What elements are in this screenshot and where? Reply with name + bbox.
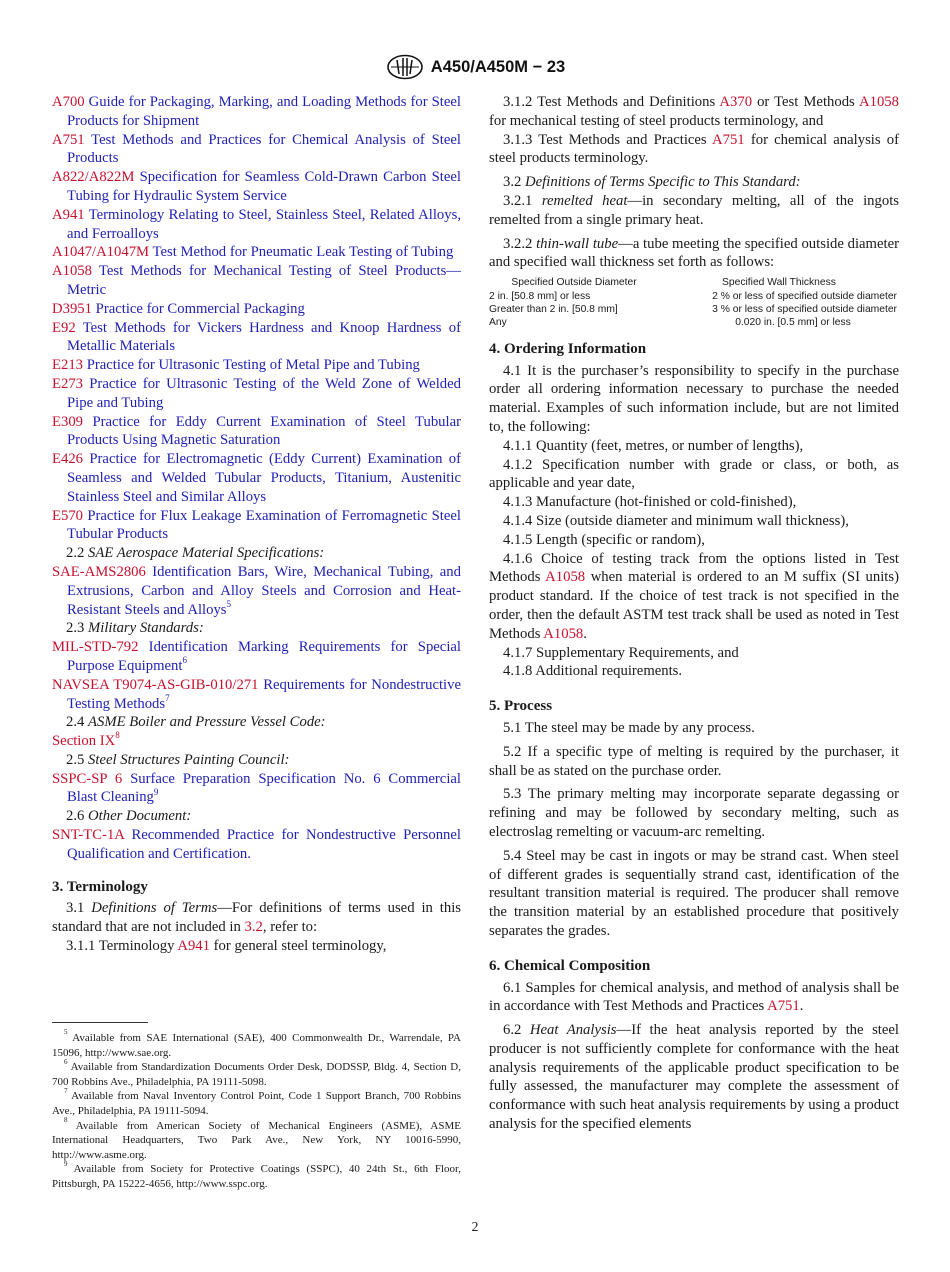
defined-term: Definitions of Terms (91, 900, 218, 917)
reference-code[interactable]: E92 (52, 319, 76, 336)
footnote (52, 1115, 461, 1163)
table-cell: 3 % or less of specified outside diameter (712, 303, 897, 315)
standard-link[interactable]: A941 (177, 938, 210, 955)
paragraph-4-1-4: 4.1.4 Size (outside diameter and minimum wall thickness), (503, 512, 849, 529)
table-cell: 2 in. [50.8 mm] or less (489, 290, 591, 302)
reference-title[interactable]: Practice for Commercial Packaging (95, 300, 305, 317)
para-number: 3.2.1 (503, 192, 533, 209)
para-text: —For definitions of terms used in this standard that are not included in (52, 900, 462, 936)
reference-item[interactable] (52, 168, 461, 206)
reference-code[interactable]: A1047/A1047M (52, 244, 150, 261)
table-header (489, 276, 899, 289)
reference-code[interactable]: E309 (52, 413, 84, 430)
reference-item[interactable] (52, 676, 461, 714)
reference-title[interactable]: Specification for Seamless Cold-Drawn Carbon Steel Tubing for Hydraulic System Service (67, 169, 462, 204)
para-text: when material is ordered to an M suffix (SI units) product standard. If the choice of test track is not specified in the order, then the default ASTM test track shall be used as noted in Test Methods (489, 569, 899, 642)
reference-item[interactable] (52, 131, 461, 169)
paragraph-5-3: 5.3 The primary melting may incorporate separate degassing or refining and may be followed by secondary melting, such as electroslag remelting or vacuum-arc remelting. (489, 786, 899, 840)
footnote-marker[interactable]: 9 (153, 786, 159, 797)
section-title: ASME Boiler and Pressure Vessel Code: (88, 714, 326, 731)
para-number: 3.1 (66, 900, 85, 917)
table-header-cell: Specified Outside Diameter (511, 277, 637, 289)
para-text: or Test Methods (757, 94, 855, 110)
reference-code[interactable]: E273 (52, 375, 84, 392)
table-cell: Greater than 2 in. [50.8 mm] (489, 303, 618, 315)
paragraph-3-1-2 (489, 93, 899, 131)
reference-item[interactable] (52, 450, 461, 506)
reference-code[interactable]: SAE-AMS2806 (52, 563, 146, 580)
footnote-number: 8 (64, 1115, 68, 1124)
subsection-2-6 (52, 807, 461, 826)
paragraph-4-1-7: 4.1.7 Supplementary Requirements, and (503, 644, 739, 661)
section-number: 2.4 (66, 714, 85, 731)
paragraph-6-1 (489, 979, 899, 1017)
para-number: 3.2.2 (503, 235, 533, 252)
paragraph-4-1: 4.1 It is the purchaser’s responsibility to specify in the purchase order all ordering information necessary to purchase the needed material. Examples of such information include, but are not limited to, the following: (489, 362, 899, 435)
reference-item[interactable] (52, 770, 461, 808)
section-heading-process: 5. Process (489, 698, 553, 715)
para-text: 4.1.6 Choice of testing track from the options listed in Test Methods (489, 550, 899, 586)
paragraph-3-2-2 (489, 235, 899, 273)
astm-logo-icon (385, 54, 425, 80)
para-text: . (799, 998, 804, 1015)
paragraph-4-1-8: 4.1.8 Additional requirements. (503, 663, 683, 680)
section-title: SAE Aerospace Material Specifications: (88, 545, 325, 562)
para-number: 3.1.3 (503, 131, 533, 148)
reference-code[interactable]: SNT-TC-1A (52, 827, 125, 844)
footnote-text: Available from Naval Inventory Control Point, Code 1 Support Branch, 700 Robbins Ave., Philadelphia, PA 19111-5094. (52, 1090, 461, 1117)
section-number: 2.6 (66, 808, 85, 825)
right-column (489, 93, 899, 1134)
reference-item[interactable] (52, 262, 461, 300)
left-column (52, 93, 461, 956)
section-number: 2.3 (66, 620, 85, 637)
table-header-cell: Specified Wall Thickness (722, 277, 836, 289)
standard-link[interactable]: A1058 (545, 569, 586, 586)
paragraph-5-4: 5.4 Steel may be cast in ingots or may be strand cast. When steel of different grades is sequentially strand cast, identification of the resultant transition material is required. The producer shall remove the transition material by an established procedure that positively separates the grades. (489, 847, 899, 939)
reference-item[interactable] (52, 826, 461, 864)
para-text: Terminology (98, 938, 175, 955)
reference-item[interactable] (52, 93, 461, 131)
footnote (52, 1028, 461, 1060)
paragraph-3-1-1 (52, 937, 461, 956)
reference-item[interactable] (52, 206, 461, 244)
section-heading-chemical: 6. Chemical Composition (489, 957, 651, 974)
para-text: . (583, 625, 587, 642)
para-number: 3.1.2 (503, 94, 533, 110)
footnote-marker[interactable]: 7 (165, 692, 170, 703)
thin-wall-table (489, 276, 899, 330)
reference-title[interactable]: Identification Bars, Wire, Mechanical Tubing, and Extrusions, Carbon and Alloy Steels and Corrosion and Heat-Resistant Steels and Alloys (67, 563, 461, 618)
paragraph-3-1 (52, 899, 461, 937)
paragraph-4-1-3: 4.1.3 Manufacture (hot-finished or cold-finished), (503, 494, 797, 511)
section-heading-terminology: 3. Terminology (52, 878, 148, 895)
para-text: for chemical analysis of steel products terminology. (489, 131, 899, 167)
reference-code[interactable]: A700 (52, 94, 85, 110)
reference-title[interactable]: Requirements for Nondestructive Testing Methods (67, 676, 461, 712)
paragraph-3-2-1 (489, 192, 899, 230)
footnote-divider (52, 1022, 148, 1023)
footnote (52, 1057, 461, 1089)
reference-title[interactable]: Terminology Relating to Steel, Stainless Steel, Related Alloys, and Ferroalloys (67, 206, 461, 242)
footnote-text: Available from Society for Protective Coatings (SSPC), 40 24th St., 6th Floor, Pittsburgh, PA 15222-4656, http://www.sspc.org. (52, 1163, 461, 1190)
footnote (52, 1086, 461, 1118)
paragraph-4-1-2: 4.1.2 Specification number with grade or class, or both, as applicable and year date, (489, 456, 899, 492)
reference-item[interactable] (52, 319, 461, 357)
subsection-2-4 (52, 713, 461, 732)
para-number: 6.2 (503, 1022, 522, 1039)
reference-title[interactable]: Identification Marking Requirements for Special Purpose Equipment (67, 639, 462, 674)
reference-item[interactable] (52, 375, 461, 413)
footnote-marker[interactable]: 8 (115, 730, 120, 741)
footnote-number: 6 (64, 1057, 68, 1066)
subsection-2-3 (52, 619, 461, 638)
reference-item[interactable] (52, 413, 461, 451)
reference-code[interactable]: E213 (52, 357, 84, 374)
defined-term: Heat Analysis (529, 1022, 617, 1039)
reference-item[interactable] (52, 732, 461, 751)
table-row (489, 290, 899, 303)
defined-term: thin-wall tube (536, 235, 619, 252)
paragraph-6-2 (489, 1021, 899, 1134)
section-title: Military Standards: (88, 620, 204, 637)
page-number: 2 (471, 1219, 479, 1234)
reference-item[interactable] (52, 563, 461, 619)
table-cell: 0.020 in. [0.5 mm] or less (735, 317, 851, 329)
section-title: Other Document: (88, 808, 192, 825)
paragraph-4-1-6 (489, 550, 899, 644)
reference-code[interactable]: A1058 (52, 263, 92, 280)
reference-title[interactable]: Practice for Flux Leakage Examination of Ferromagnetic Steel Tubular Products (67, 507, 461, 543)
reference-title[interactable]: Recommended Practice for Nondestructive Personnel Qualification and Certification. (67, 827, 461, 862)
subsection-2-2 (52, 544, 461, 563)
reference-code[interactable]: A822/A822M (52, 169, 135, 186)
section-title: Definitions of Terms Specific to This Standard: (525, 174, 801, 191)
paragraph-4-1-1: 4.1.1 Quantity (feet, metres, or number of lengths), (503, 437, 804, 454)
reference-item[interactable] (52, 356, 461, 375)
section-number: 2.5 (66, 751, 85, 768)
para-text: —If the heat analysis reported by the steel producer is not sufficiently complete for conformance with the heat analysis requirements of the applicable product specification to be fully assessed, the manufacturer may complete the assessment of conformance with such heat analysis requirements by using a product analysis for the specified elements (489, 1022, 899, 1133)
footnote-marker[interactable]: 5 (226, 598, 232, 609)
reference-item[interactable] (52, 243, 461, 262)
para-text: Test Methods and Definitions (537, 94, 716, 110)
section-link[interactable]: 3.2 (244, 919, 263, 936)
reference-title[interactable]: Practice for Eddy Current Examination of Steel Tubular Products Using Magnetic Saturation (67, 413, 461, 449)
reference-item[interactable] (52, 300, 461, 319)
reference-code[interactable]: MIL-STD-792 (52, 639, 139, 656)
subsection-2-5 (52, 751, 461, 770)
reference-code[interactable]: E570 (52, 507, 84, 524)
footnote-text: Available from Standardization Documents Order Desk, DODSSP, Bldg. 4, Section D, 700 Robbins Ave., Philadelphia, PA 19111-5098. (52, 1061, 461, 1088)
paragraph-4-1-5: 4.1.5 Length (specific or random), (503, 531, 705, 548)
para-text: Test Methods and Practices (538, 131, 707, 148)
section-heading-ordering: 4. Ordering Information (489, 340, 647, 357)
reference-code[interactable]: A751 (52, 131, 85, 148)
reference-list (52, 93, 461, 544)
footnote-number: 5 (64, 1028, 68, 1037)
reference-title[interactable]: Practice for Ultrasonic Testing of the Weld Zone of Welded Pipe and Tubing (67, 375, 461, 411)
footnote (52, 1159, 461, 1191)
standard-link[interactable]: A751 (712, 131, 745, 148)
reference-title[interactable]: Test Methods for Vickers Hardness and Knoop Hardness of Metallic Materials (67, 319, 461, 355)
reference-code[interactable]: E426 (52, 451, 84, 468)
paragraph-3-1-3 (489, 131, 899, 169)
section-number: 2.2 (66, 545, 85, 562)
reference-title[interactable]: Surface Preparation Specification No. 6 Commercial Blast Cleaning (67, 770, 462, 806)
reference-code[interactable]: Section IX (52, 733, 116, 750)
table-cell: Any (489, 317, 507, 329)
standard-link[interactable]: A1058 (859, 94, 899, 110)
reference-title[interactable]: Test Methods and Practices for Chemical Analysis of Steel Products (67, 131, 461, 167)
para-text: —a tube meeting the specified outside diameter and specified wall thickness set forth as follows: (489, 235, 899, 271)
footnote-number: 9 (64, 1159, 68, 1168)
para-text: 6.1 Samples for chemical analysis, and method of analysis shall be in accordance with Test Methods and Practices (489, 979, 899, 1015)
reference-title[interactable]: Test Methods for Mechanical Testing of Steel Products—Metric (67, 263, 461, 298)
reference-code[interactable]: D3951 (52, 300, 92, 317)
paragraph-5-2: 5.2 If a specific type of melting is required by the purchaser, it shall be as stated on the purchase order. (489, 743, 899, 779)
reference-title[interactable]: Practice for Ultrasonic Testing of Metal Pipe and Tubing (86, 357, 420, 374)
standard-link[interactable]: A370 (719, 94, 753, 110)
defined-term: remelted heat (541, 192, 628, 209)
footnote-marker[interactable]: 6 (182, 655, 187, 666)
paragraph-5-1: 5.1 The steel may be made by any process. (503, 719, 755, 736)
para-text: —in secondary melting, all of the ingots remelted from a single primary heat. (489, 192, 900, 228)
table-row (489, 316, 899, 329)
footnote-number: 7 (64, 1086, 68, 1095)
reference-item[interactable] (52, 638, 461, 676)
reference-code[interactable]: A941 (52, 206, 85, 223)
para-text: , refer to: (262, 919, 318, 936)
reference-title[interactable]: Test Method for Pneumatic Leak Testing of Tubing (152, 244, 454, 261)
para-text: for general steel terminology, (213, 938, 387, 955)
page-header (0, 54, 950, 80)
document-title: A450/A450M − 23 (430, 57, 566, 76)
reference-code[interactable]: SSPC-SP 6 (52, 770, 123, 787)
table-row (489, 303, 899, 316)
table-cell: 2 % or less of specified outside diameter (712, 290, 897, 302)
reference-title[interactable]: Practice for Electromagnetic (Eddy Current) Examination of Seamless and Welded Tubular Products, Titanium, Austenitic Stainless Steel and Similar Alloys (67, 451, 461, 505)
reference-code[interactable]: NAVSEA T9074-AS-GIB-010/271 (52, 676, 259, 693)
standard-link[interactable]: A751 (767, 998, 800, 1015)
footnote-text: Available from American Society of Mechanical Engineers (ASME), ASME International Headquarters, Two Park Ave., New York, NY 10016-5990, http://www.asme.org. (52, 1119, 461, 1161)
reference-item[interactable] (52, 507, 461, 545)
footnote-text: Available from SAE International (SAE), 400 Commonwealth Dr., Warrendale, PA 15096, http://www.sae.org. (52, 1032, 461, 1059)
footnotes (52, 1028, 461, 1192)
para-text: for mechanical testing of steel products terminology, and (489, 112, 824, 129)
paragraph-3-2 (489, 173, 899, 192)
reference-title[interactable]: Guide for Packaging, Marking, and Loading Methods for Steel Products for Shipment (67, 94, 462, 129)
para-number: 3.2 (503, 174, 522, 191)
section-title: Steel Structures Painting Council: (88, 751, 290, 768)
standard-link[interactable]: A1058 (543, 625, 584, 642)
para-number: 3.1.1 (66, 938, 96, 955)
